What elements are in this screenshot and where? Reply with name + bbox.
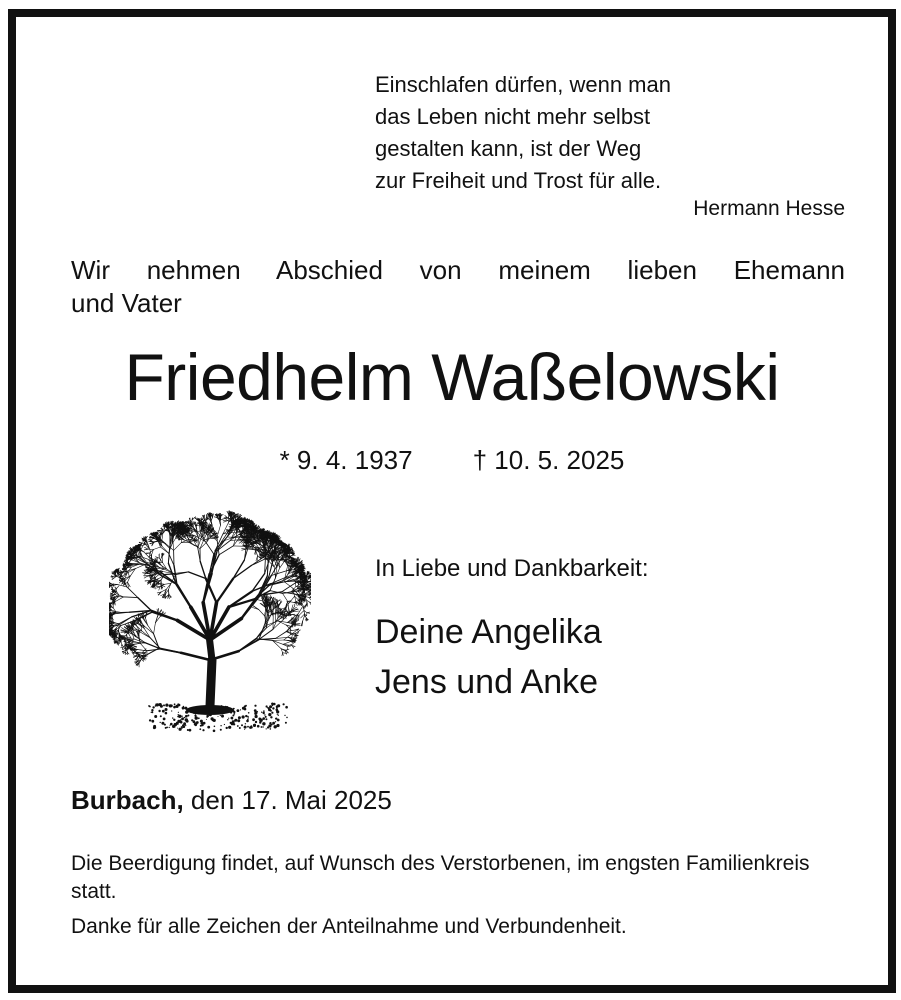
mourners-heading: In Liebe und Dankbarkeit: [375,555,649,582]
quote-line: gestalten kann, ist der Weg [375,136,642,161]
intro-line: Wir nehmen Abschied von meinem lieben Ehemann [71,255,845,285]
birth-date: * 9. 4. 1937 [279,445,413,475]
thanks-note: Danke für alle Zeichen der Anteilnahme und Verbundenheit. [71,915,627,938]
obituary-notice [8,9,896,993]
death-date: † 10. 5. 2025 [472,445,625,475]
mourner-name: Jens und Anke [375,663,599,701]
place-date [71,785,392,816]
quote-line: zur Freiheit und Trost für alle. [375,168,662,193]
life-dates [16,445,888,476]
mourners-names [375,607,602,707]
quote-line: das Leben nicht mehr selbst [375,104,651,129]
place-town: Burbach, [71,785,184,815]
mourner-name: Deine Angelika [375,613,602,651]
quote [375,69,671,197]
quote-author: Hermann Hesse [693,197,845,220]
funeral-note: Die Beerdigung findet, auf Wunsch des Verstorbenen, im engsten Familienkreis statt. [71,852,810,903]
tree-icon [109,510,311,742]
notice-date: den 17. Mai 2025 [190,785,392,815]
intro-line: und Vater [71,288,182,318]
quote-line: Einschlafen dürfen, wenn man [375,72,671,97]
deceased-name: Friedhelm Waßelowski [124,340,780,414]
intro-text [71,254,845,320]
